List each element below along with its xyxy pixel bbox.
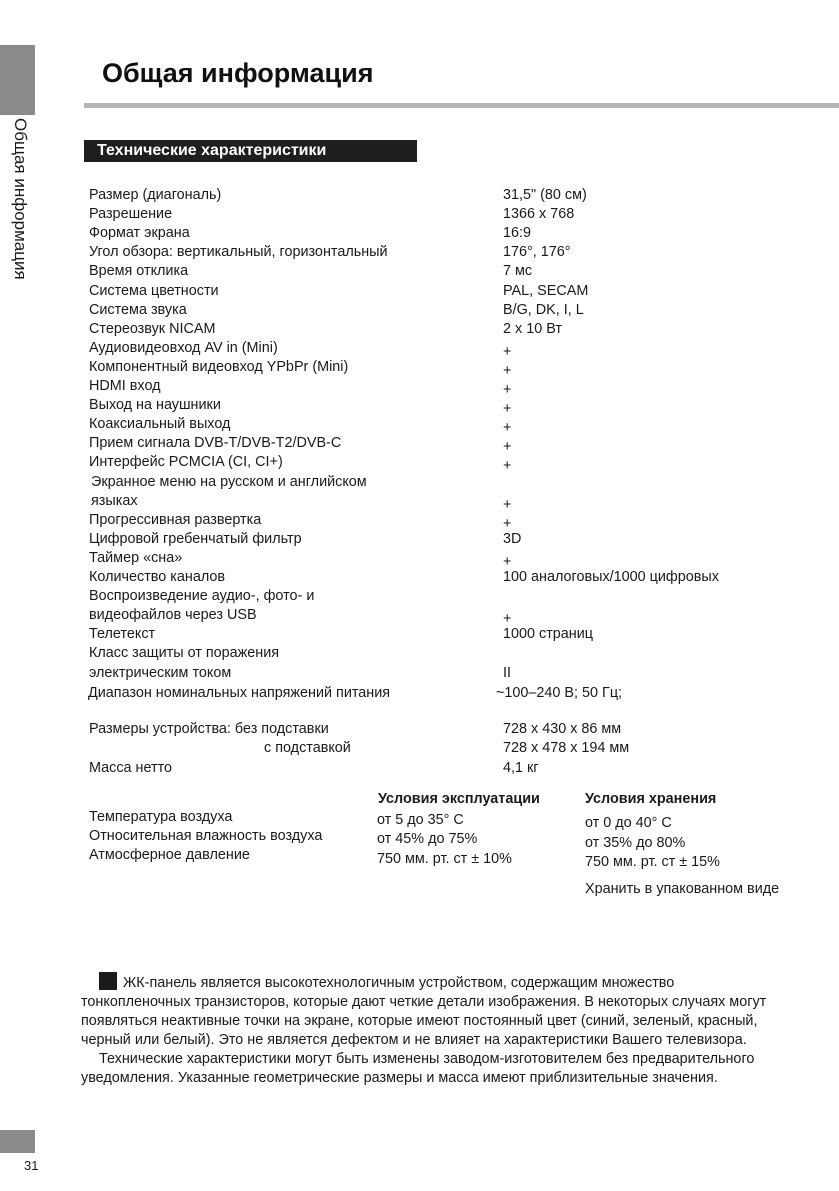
side-tab-marker	[0, 45, 35, 115]
condition-label: Атмосферное давление	[89, 847, 250, 863]
spec-label: Прием сигнала DVB-T/DVB-T2/DVB-C	[89, 435, 342, 452]
spec-value: +	[503, 420, 512, 437]
spec-value: +	[503, 401, 512, 418]
mass-value: 4,1 кг	[503, 760, 539, 776]
spec-value: 3D	[503, 530, 522, 547]
spec-label: Прогрессивная развертка	[89, 511, 262, 528]
storage-value: 750 мм. рт. ст ± 15%	[585, 854, 720, 870]
spec-label: Таймер «сна»	[89, 549, 183, 566]
spec-value: 16:9	[503, 225, 532, 242]
spec-value: +	[503, 439, 512, 456]
operation-value: от 5 до 35° С	[377, 812, 464, 828]
storage-conditions-header: Условия хранения	[585, 791, 717, 807]
dimensions-label: Размеры устройства: без подставки	[89, 721, 329, 737]
dimensions-value-stand: 728 х 478 х 194 мм	[503, 740, 630, 756]
spec-label: Коаксиальный выход	[89, 416, 231, 433]
spec-value: 7 мс	[503, 263, 533, 280]
section-header: Технические характеристики	[84, 140, 417, 162]
spec-value: +	[503, 362, 512, 379]
spec-value: 100 аналоговых/1000 цифровых	[503, 569, 719, 585]
page-number-tab	[0, 1130, 35, 1153]
condition-label: Относительная влажность воздуха	[89, 828, 323, 844]
spec-label: Диапазон номинальных напряжений питания	[88, 684, 391, 701]
note-paragraph-2: Технические характеристики могут быть изменены заводом-изготовителем без предварительного уведомления. Указанные геометрические размеры и масса имеют приблизительные значения.	[81, 1051, 755, 1086]
spec-label: электрическим током	[89, 664, 232, 681]
dimensions-label-stand: с подставкой	[264, 740, 351, 756]
storage-value: от 0 до 40° С	[585, 815, 672, 831]
spec-value: +	[503, 611, 512, 628]
spec-label: видеофайлов через USB	[89, 607, 257, 624]
storage-note: Хранить в упакованном виде	[585, 881, 780, 897]
spec-label: Выход на наушники	[89, 397, 221, 414]
spec-value: +	[503, 382, 512, 398]
spec-label: Телетекст	[89, 626, 156, 643]
spec-value: 31,5" (80 см)	[503, 187, 587, 203]
spec-label: Размер (диагональ)	[89, 187, 222, 203]
operation-value: 750 мм. рт. ст ± 10%	[377, 851, 512, 867]
spec-label: Аудиовидеовход AV in (Mini)	[89, 339, 278, 356]
operation-value: от 45% до 75%	[377, 831, 478, 847]
note-paragraph-1: ЖК-панель является высокотехнологичным устройством, содержащим множество тонкопленочных транзисторов, которые дают четкие детали изображения. В некоторых случаях могут появляться неактивные точки на экране, которые имеют постоянный цвет (синий, зеленый, красный, черный или белый). Это не является дефектом и не влияет на характеристики Вашего телевизора.	[81, 975, 767, 1048]
spec-value: +	[503, 515, 512, 532]
storage-value: от 35% до 80%	[585, 835, 686, 851]
spec-label: Компонентный видеовход YPbPr (Mini)	[89, 358, 349, 375]
spec-label: HDMI вход	[89, 378, 161, 394]
spec-label: Класс защиты от поражения	[89, 645, 280, 662]
spec-label: Система цветности	[89, 282, 219, 299]
spec-label: Разрешение	[89, 206, 173, 223]
title-divider	[84, 103, 839, 108]
spec-label: Количество каналов	[89, 569, 226, 585]
spec-label: Цифровой гребенчатый фильтр	[89, 530, 302, 547]
spec-label: языках	[91, 492, 138, 509]
spec-label: Экранное меню на русском и английском	[91, 473, 367, 490]
spec-label: Время отклика	[89, 263, 189, 280]
spec-value: +	[503, 458, 512, 475]
spec-value: +	[503, 553, 512, 570]
dimensions-value-no-stand: 728 х 430 х 86 мм	[503, 721, 622, 737]
spec-label: Система звука	[89, 301, 187, 318]
spec-value: ~100–240 В; 50 Гц;	[496, 684, 623, 701]
spec-label: Интерфейс PCMCIA (CI, CI+)	[89, 454, 283, 471]
spec-value: II	[503, 664, 511, 681]
page-title: Общая информация	[102, 58, 374, 88]
spec-value: 2 х 10 Вт	[503, 320, 562, 337]
spec-label: Формат экрана	[89, 225, 190, 242]
mass-label: Масса нетто	[89, 760, 173, 776]
spec-label: Угол обзора: вертикальный, горизонтальный	[89, 244, 388, 261]
spec-value: +	[503, 496, 512, 513]
condition-label: Температура воздуха	[89, 809, 233, 825]
spec-value: B/G, DK, I, L	[503, 301, 584, 318]
spec-value: 1000 страниц	[503, 626, 594, 643]
spec-value: +	[503, 343, 512, 360]
spec-value: PAL, SECAM	[503, 282, 589, 299]
spec-value: 176°, 176°	[503, 244, 571, 261]
spec-label: Воспроизведение аудио-, фото- и	[89, 588, 315, 605]
lcd-note	[81, 972, 781, 1088]
operation-conditions-header: Условия эксплуатации	[378, 791, 540, 807]
spec-value: 1366 х 768	[503, 206, 575, 223]
side-section-label: Общая информация	[11, 118, 30, 280]
spec-label: Стереозвук NICAM	[89, 320, 216, 337]
note-pencil-icon	[99, 972, 117, 990]
page-number: 31	[24, 1158, 39, 1173]
